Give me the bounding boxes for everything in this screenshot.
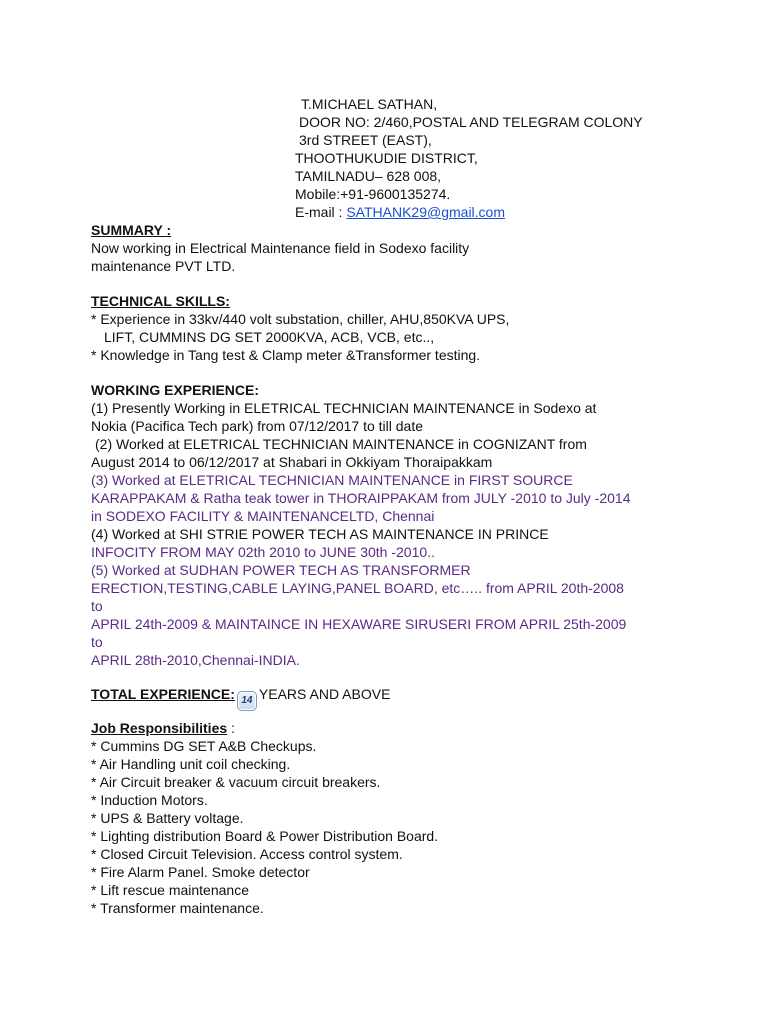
responsibility-item: * UPS & Battery voltage. bbox=[91, 810, 244, 826]
email-link[interactable]: SATHANK29@gmail.com bbox=[346, 204, 506, 220]
experience-line: in SODEXO FACILITY & MAINTENANCELTD, Chennai bbox=[91, 508, 435, 524]
responsibility-item: * Air Circuit breaker & vacuum circuit breakers. bbox=[91, 774, 381, 790]
responsibility-item: * Closed Circuit Television. Access control system. bbox=[91, 846, 403, 862]
skill-line: * Knowledge in Tang test & Clamp meter &Transformer testing. bbox=[91, 347, 481, 363]
applicant-name: T.MICHAEL SATHAN, bbox=[301, 96, 438, 112]
summary-line: maintenance PVT LTD. bbox=[91, 258, 236, 274]
experience-line: August 2014 to 06/12/2017 at Shabari in Okkiyam Thoraipakkam bbox=[91, 454, 493, 470]
experience-line: APRIL 28th-2010,Chennai-INDIA. bbox=[91, 652, 300, 668]
experience-line: (2) Worked at ELETRICAL TECHNICIAN MAINTENANCE in COGNIZANT from bbox=[95, 436, 587, 452]
address-state: TAMILNADU– 628 008, bbox=[295, 168, 442, 184]
responsibility-item: * Transformer maintenance. bbox=[91, 900, 264, 916]
responsibilities-heading-line bbox=[91, 719, 235, 737]
experience-line: APRIL 24th-2009 & MAINTAINCE IN HEXAWARE SIRUSERI FROM APRIL 25th-2009 bbox=[91, 616, 627, 632]
total-experience bbox=[91, 685, 390, 711]
experience-line: Nokia (Pacifica Tech park) from 07/12/2017 to till date bbox=[91, 418, 424, 434]
responsibility-item: * Lift rescue maintenance bbox=[91, 882, 249, 898]
responsibilities-heading: Job Responsibilities bbox=[91, 720, 228, 736]
responsibilities-colon: : bbox=[227, 720, 235, 736]
experience-line: INFOCITY FROM MAY 02th 2010 to JUNE 30th -2010.. bbox=[91, 544, 435, 560]
experience-heading: WORKING EXPERIENCE: bbox=[91, 382, 260, 398]
experience-line: (4) Worked at SHI STRIE POWER TECH AS MAINTENANCE IN PRINCE bbox=[91, 526, 549, 542]
email-line bbox=[295, 203, 505, 221]
experience-line: (3) Worked at ELETRICAL TECHNICIAN MAINTENANCE in FIRST SOURCE bbox=[91, 472, 573, 488]
experience-line: (5) Worked at SUDHAN POWER TECH AS TRANSFORMER bbox=[91, 562, 471, 578]
address-district: THOOTHUKUDIE DISTRICT, bbox=[295, 150, 478, 166]
address-door: DOOR NO: 2/460,POSTAL AND TELEGRAM COLONY bbox=[299, 114, 643, 130]
skill-line: * Experience in 33kv/440 volt substation, chiller, AHU,850KVA UPS, bbox=[91, 311, 510, 327]
skill-line: LIFT, CUMMINS DG SET 2000KVA, ACB, VCB, etc.., bbox=[104, 329, 435, 345]
experience-line: to bbox=[91, 598, 103, 614]
email-label: E-mail : bbox=[295, 204, 347, 220]
responsibility-item: * Lighting distribution Board & Power Distribution Board. bbox=[91, 828, 439, 844]
skills-heading: TECHNICAL SKILLS: bbox=[91, 293, 230, 309]
address-street: 3rd STREET (EAST), bbox=[299, 132, 432, 148]
total-experience-heading: TOTAL EXPERIENCE: bbox=[91, 686, 235, 702]
responsibility-item: * Cummins DG SET A&B Checkups. bbox=[91, 738, 317, 754]
summary-line: Now working in Electrical Maintenance field in Sodexo facility bbox=[91, 240, 470, 256]
total-experience-text: YEARS AND ABOVE bbox=[258, 686, 391, 702]
experience-line: KARAPPAKAM & Ratha teak tower in THORAIPPAKAM from JULY -2010 to July -2014 bbox=[91, 490, 631, 506]
responsibility-item: * Fire Alarm Panel. Smoke detector bbox=[91, 864, 310, 880]
responsibility-item: * Induction Motors. bbox=[91, 792, 208, 808]
experience-line: ERECTION,TESTING,CABLE LAYING,PANEL BOARD, etc….. from APRIL 20th-2008 bbox=[91, 580, 624, 596]
mobile-number: Mobile:+91-9600135274. bbox=[295, 186, 451, 202]
experience-line: to bbox=[91, 634, 103, 650]
responsibility-item: * Air Handling unit coil checking. bbox=[91, 756, 291, 772]
years-badge: 14 bbox=[237, 691, 257, 711]
experience-line: (1) Presently Working in ELETRICAL TECHNICIAN MAINTENANCE in Sodexo at bbox=[91, 400, 597, 416]
summary-heading: SUMMARY : bbox=[91, 222, 172, 238]
